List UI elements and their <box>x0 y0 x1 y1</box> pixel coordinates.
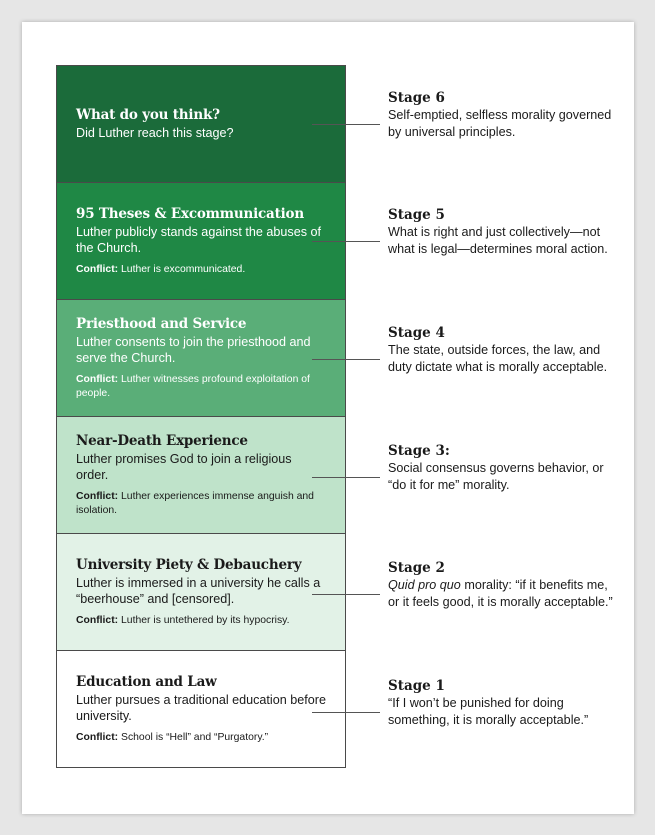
conflict-label: Conflict: <box>76 490 119 502</box>
stage-text: “If I won’t be punished for doing something, it is morally acceptable.” <box>388 696 589 727</box>
leader-line-stage-2 <box>312 594 380 595</box>
page <box>22 22 634 814</box>
leader-line-stage-3 <box>312 477 380 478</box>
box-stage-3 <box>57 417 345 534</box>
conflict-text: Luther is untethered by its hypocrisy. <box>121 614 290 626</box>
stage-5-description <box>388 207 618 257</box>
box-title: Near-Death Experience <box>76 432 248 449</box>
stage-text-italic: Quid pro quo <box>388 578 461 592</box>
box-conflict <box>76 614 326 628</box>
box-conflict <box>76 731 326 745</box>
conflict-text: School is “Hell” and “Purgatory.” <box>121 731 269 743</box>
box-title: What do you think? <box>76 107 220 123</box>
box-description: Luther consents to join the priesthood and serve the Church. <box>76 334 311 365</box>
leader-line-stage-5 <box>312 241 380 242</box>
box-stage-6 <box>57 66 345 183</box>
box-description: Did Luther reach this stage? <box>76 126 234 140</box>
stage-title: Stage 6 <box>388 90 445 106</box>
stage-title: Stage 1 <box>388 678 445 694</box>
stage-title: Stage 2 <box>388 560 445 576</box>
stage-title: Stage 3: <box>388 443 450 459</box>
stage-1-description <box>388 678 618 728</box>
box-description: Luther promises God to join a religious order. <box>76 451 292 482</box>
box-description: Luther is immersed in a university he calls a “beerhouse” and [censored]. <box>76 575 321 606</box>
stage-text: What is right and just collectively—not what is legal—determines moral action. <box>388 225 608 256</box>
stage-text: Social consensus governs behavior, or “do it for me” morality. <box>388 461 604 492</box>
leader-line-stage-4 <box>312 359 380 360</box>
stage-title: Stage 5 <box>388 207 445 223</box>
box-title: 95 Theses & Excommunication <box>76 205 304 222</box>
stage-text-rest: morality: “if it benefits me, or it feels good, it is morally acceptable.” <box>388 578 613 609</box>
stages-column <box>56 65 346 768</box>
stage-2-description <box>388 560 618 610</box>
stage-text: The state, outside forces, the law, and duty dictate what is morally acceptable. <box>388 343 608 374</box>
box-description: Luther publicly stands against the abuses of the Church. <box>76 224 322 255</box>
box-conflict <box>76 373 326 401</box>
box-title: Priesthood and Service <box>76 315 247 332</box>
stage-4-description <box>388 325 618 375</box>
box-stage-1 <box>57 651 345 767</box>
stage-6-description <box>388 90 618 140</box>
stage-text: Self-emptied, selfless morality governed by universal principles. <box>388 108 612 139</box>
conflict-label: Conflict: <box>76 731 119 743</box>
conflict-label: Conflict: <box>76 373 119 385</box>
box-conflict <box>76 490 326 518</box>
box-stage-4 <box>57 300 345 417</box>
box-stage-5 <box>57 183 345 300</box>
conflict-label: Conflict: <box>76 614 119 626</box>
box-title: University Piety & Debauchery <box>76 556 302 573</box>
box-description: Luther pursues a traditional education before university. <box>76 692 326 723</box>
stage-title: Stage 4 <box>388 325 445 341</box>
conflict-label: Conflict: <box>76 263 119 275</box>
stage-text <box>388 577 618 610</box>
leader-line-stage-6 <box>312 124 380 125</box>
conflict-text: Luther witnesses profound exploitation of people. <box>76 373 310 399</box>
box-stage-2 <box>57 534 345 651</box>
leader-line-stage-1 <box>312 712 380 713</box>
stage-3-description <box>388 443 618 493</box>
box-conflict <box>76 263 326 277</box>
conflict-text: Luther experiences immense anguish and isolation. <box>76 490 314 516</box>
box-title: Education and Law <box>76 673 217 690</box>
conflict-text: Luther is excommunicated. <box>121 263 246 275</box>
